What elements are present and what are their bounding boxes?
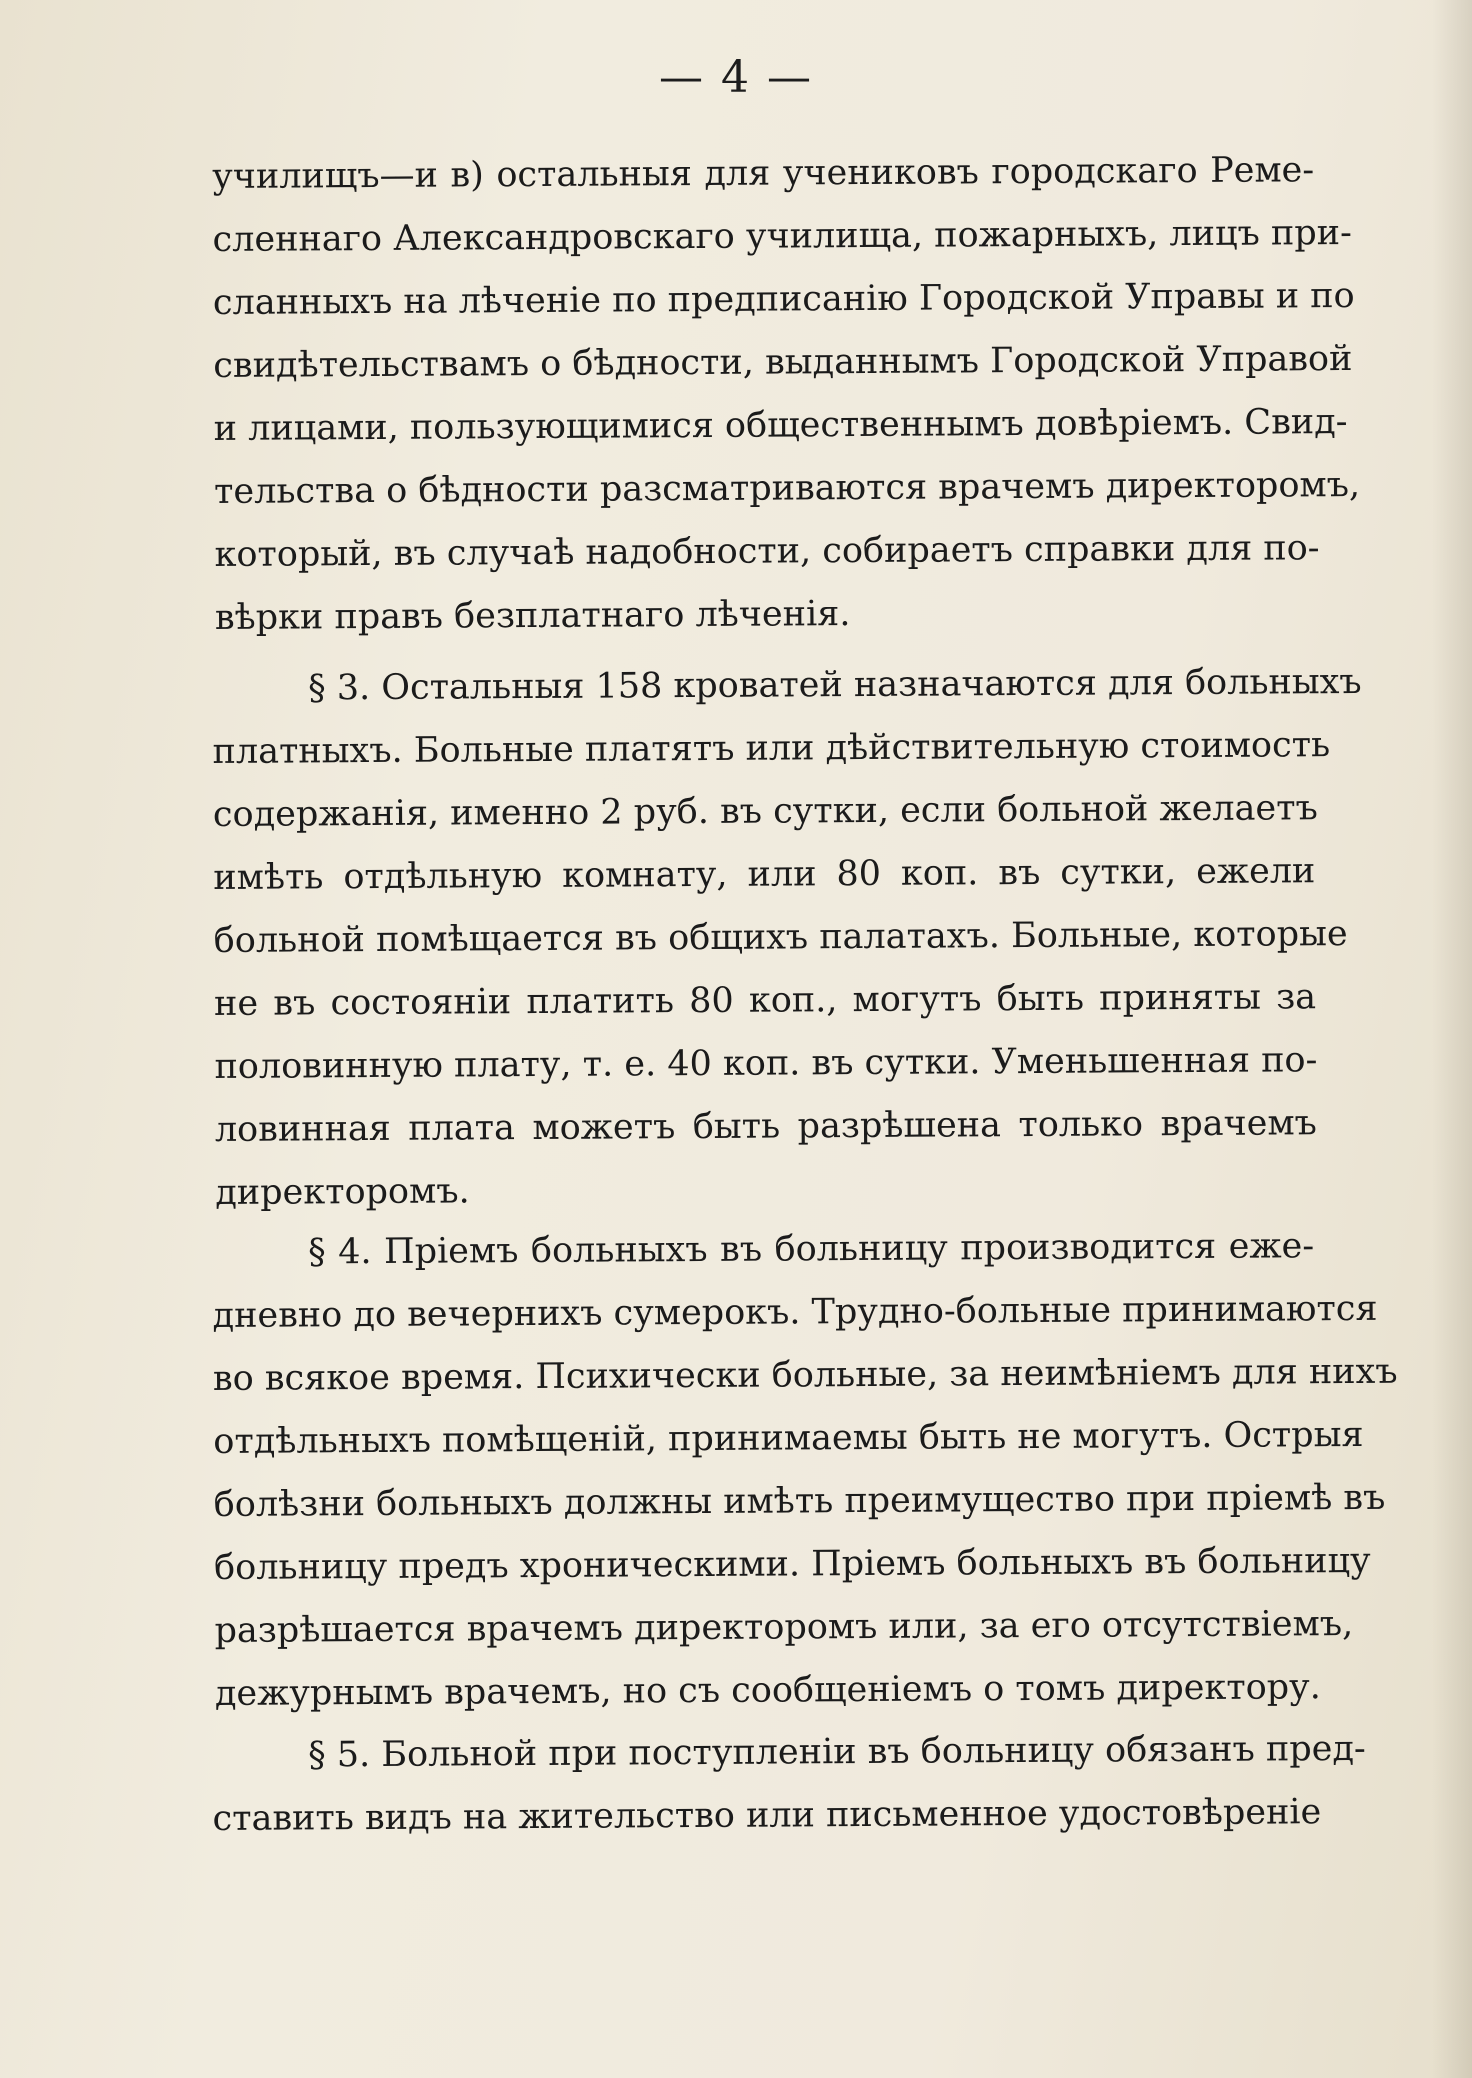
text-line: сленнаго Александровскаго училища, пожарныхъ, лицъ при-: [212, 213, 1352, 260]
paragraph-continuation: [212, 139, 1361, 650]
text-line: училищъ—и в) остальныя для учениковъ городскаго Реме-: [212, 150, 1315, 197]
text-line: платныхъ. Больные платятъ или дѣйствительную стоимость: [212, 725, 1331, 772]
text-line: во всякое время. Психически больные, за неимѣніемъ для нихъ: [212, 1351, 1398, 1399]
paragraph-section-4: [212, 1215, 1398, 1726]
text-line: ловинная плата можетъ быть разрѣшена только врачемъ: [214, 1103, 1317, 1150]
text-line: директоромъ.: [215, 1171, 470, 1213]
text-line: сланныхъ на лѣченіе по предписанію Городской Управы и по: [212, 276, 1355, 323]
text-line: тельства о бѣдности разсматриваются врачемъ директоромъ,: [213, 464, 1361, 512]
text-line: свидѣтельствамъ о бѣдности, выданнымъ Городской Управой: [213, 339, 1353, 386]
text-line: § 3. Остальныя 158 кроватей назначаются для больныхъ: [308, 661, 1362, 709]
text-line: больницу предъ хроническими. Пріемъ больныхъ въ больницу: [213, 1540, 1371, 1588]
text-line: вѣрки правъ безплатнаго лѣченія.: [214, 594, 851, 638]
text-line: ставить видъ на жительство или письменное удостовѣреніе: [212, 1792, 1322, 1839]
text-line: который, въ случаѣ надобности, собираетъ справки для по-: [214, 528, 1320, 575]
text-line: и лицами, пользующимися общественнымъ довѣріемъ. Свид-: [213, 402, 1348, 449]
text-line: отдѣльныхъ помѣщеній, принимаемы быть не могутъ. Острыя: [213, 1414, 1364, 1462]
text-line: § 5. Больной при поступленіи въ больницу обязанъ пред-: [308, 1728, 1366, 1776]
text-line: § 4. Пріемъ больныхъ въ больницу производится еже-: [308, 1226, 1315, 1273]
text-line: дневно до вечернихъ сумерокъ. Трудно-больные принимаются: [212, 1288, 1378, 1336]
text-line: болѣзни больныхъ должны имѣть преимущество при пріемѣ въ: [213, 1477, 1386, 1525]
text-line: половинную плату, т. е. 40 коп. въ сутки. Уменьшенная по-: [214, 1040, 1318, 1087]
text-line: дежурнымъ врачемъ, но съ сообщеніемъ о томъ директору.: [214, 1667, 1321, 1714]
paragraph-section-3: [212, 651, 1362, 1225]
text-line: имѣть отдѣльную комнату, или 80 коп. въ сутки, ежели: [213, 851, 1316, 898]
text-line: содержанія, именно 2 руб. въ сутки, если больной желаетъ: [212, 788, 1318, 835]
text-line: разрѣшается врачемъ директоромъ или, за его отсутствіемъ,: [214, 1604, 1354, 1651]
text-line: не въ состояніи платить 80 коп., могутъ быть приняты за: [213, 977, 1317, 1024]
text-line: больной помѣщается въ общихъ палатахъ. Больные, которые: [213, 914, 1348, 961]
paragraph-section-5: [212, 1718, 1366, 1851]
page-number: — 4 —: [659, 52, 813, 103]
